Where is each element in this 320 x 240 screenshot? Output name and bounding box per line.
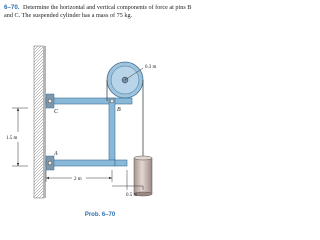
pin-b (110, 99, 114, 103)
label-horizontal: 2 m (74, 177, 82, 182)
label-pin-b: B (117, 107, 121, 113)
member-vertical (109, 98, 115, 160)
member-extension (115, 160, 127, 166)
problem-text: Determine the horizontal and vertical components of force at pins B and C. The suspended cylinder has a mass of 75 kg. (4, 4, 192, 19)
member-cb (46, 98, 132, 104)
label-offset: 0.5 m (126, 193, 138, 198)
pin-c (46, 94, 54, 108)
wall-face (43, 46, 46, 198)
problem-number: 6–70. (4, 4, 20, 11)
label-height: 1.5 m (6, 136, 18, 141)
figure-caption: Prob. 6–70 (84, 212, 116, 218)
member-ab (46, 160, 115, 166)
pin-a (46, 156, 54, 170)
label-pin-a: A (54, 151, 58, 157)
label-pulley-radius: 0.3 m (145, 65, 157, 70)
label-pin-c: C (54, 109, 59, 115)
wall (34, 46, 44, 198)
